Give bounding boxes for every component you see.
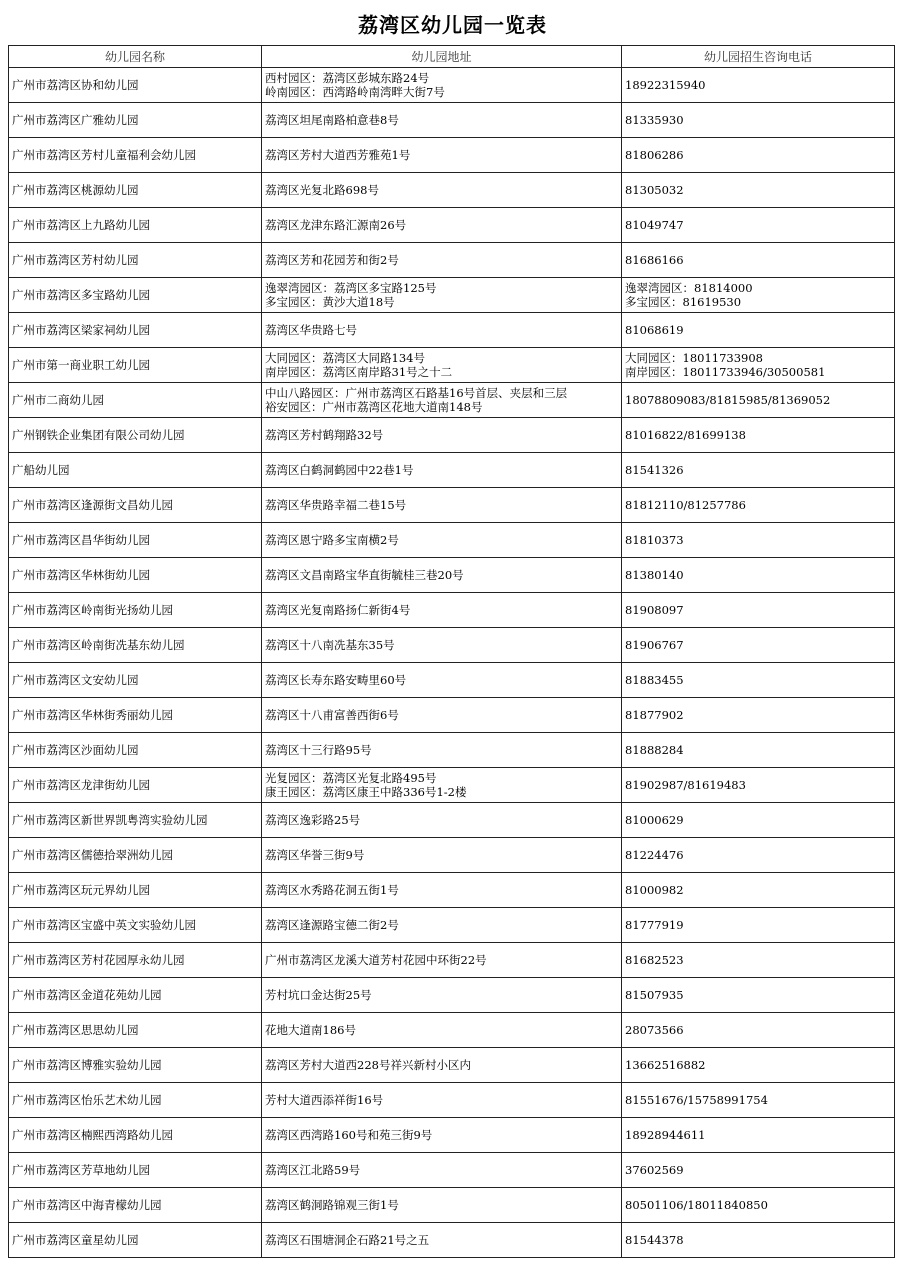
table-row xyxy=(9,838,895,873)
kindergarten-name: 广州市荔湾区广雅幼儿园 xyxy=(9,103,262,138)
kindergarten-address-line: 荔湾区水秀路花洞五街1号 xyxy=(265,883,399,897)
kindergarten-name: 广州市荔湾区新世界凯粤湾实验幼儿园 xyxy=(9,803,262,838)
kindergarten-address xyxy=(262,1013,622,1048)
kindergarten-address-line: 大同园区：荔湾区大同路134号 xyxy=(265,351,425,365)
kindergarten-name: 广船幼儿园 xyxy=(9,453,262,488)
kindergarten-phone xyxy=(622,103,895,138)
table-row xyxy=(9,1118,895,1153)
kindergarten-name: 广州市荔湾区上九路幼儿园 xyxy=(9,208,262,243)
kindergarten-address-line: 荔湾区十八甫富善西街6号 xyxy=(265,708,399,722)
kindergarten-phone-line: 81877902 xyxy=(625,708,684,722)
kindergarten-address xyxy=(262,943,622,978)
kindergarten-name: 广州市荔湾区楠熙西湾路幼儿园 xyxy=(9,1118,262,1153)
kindergarten-phone-line: 大同园区：18011733908 xyxy=(625,351,763,365)
kindergarten-address-line: 荔湾区白鹤洞鹤园中22巷1号 xyxy=(265,463,414,477)
kindergarten-name: 广州市荔湾区沙面幼儿园 xyxy=(9,733,262,768)
kindergarten-address-line: 荔湾区逸彩路25号 xyxy=(265,813,361,827)
kindergarten-phone-line: 81883455 xyxy=(625,673,684,687)
kindergarten-address-line: 花地大道南186号 xyxy=(265,1023,356,1037)
kindergarten-phone xyxy=(622,733,895,768)
kindergarten-address xyxy=(262,488,622,523)
kindergarten-phone-line: 81902987/81619483 xyxy=(625,778,746,792)
kindergarten-phone xyxy=(622,1118,895,1153)
header-name: 幼儿园名称 xyxy=(9,46,262,68)
kindergarten-address-line: 荔湾区坦尾南路柏意巷8号 xyxy=(265,113,399,127)
kindergarten-phone xyxy=(622,313,895,348)
kindergarten-address-line: 荔湾区芳村大道西芳雅苑1号 xyxy=(265,148,411,162)
kindergarten-name: 广州钢铁企业集团有限公司幼儿园 xyxy=(9,418,262,453)
kindergarten-name: 广州市荔湾区玩元界幼儿园 xyxy=(9,873,262,908)
table-row xyxy=(9,313,895,348)
kindergarten-address-line: 荔湾区芳村大道西228号祥兴新村小区内 xyxy=(265,1058,471,1072)
kindergarten-phone xyxy=(622,558,895,593)
kindergarten-address xyxy=(262,558,622,593)
kindergarten-phone xyxy=(622,383,895,418)
kindergarten-address xyxy=(262,1048,622,1083)
kindergarten-phone-line: 81541326 xyxy=(625,463,684,477)
kindergarten-address-line: 西村园区：荔湾区彭城东路24号 xyxy=(265,71,430,85)
kindergarten-address-line: 裕安园区：广州市荔湾区花地大道南148号 xyxy=(265,400,483,414)
kindergarten-phone-line: 81906767 xyxy=(625,638,684,652)
kindergarten-phone xyxy=(622,173,895,208)
table-row xyxy=(9,418,895,453)
kindergarten-address xyxy=(262,873,622,908)
kindergarten-address-line: 光复园区：荔湾区光复北路495号 xyxy=(265,771,437,785)
table-row xyxy=(9,523,895,558)
kindergarten-phone xyxy=(622,943,895,978)
kindergarten-address-line: 荔湾区西湾路160号和苑三街9号 xyxy=(265,1128,433,1142)
kindergarten-phone xyxy=(622,208,895,243)
kindergarten-name: 广州市第一商业职工幼儿园 xyxy=(9,348,262,383)
kindergarten-phone-line: 81380140 xyxy=(625,568,684,582)
table-row xyxy=(9,488,895,523)
kindergarten-address xyxy=(262,418,622,453)
kindergarten-name: 广州市荔湾区岭南街光扬幼儿园 xyxy=(9,593,262,628)
kindergarten-address-line: 广州市荔湾区龙溪大道芳村花园中环街22号 xyxy=(265,953,487,967)
kindergarten-name: 广州市荔湾区儒德拾翠洲幼儿园 xyxy=(9,838,262,873)
kindergarten-address-line: 荔湾区光复南路扬仁新街4号 xyxy=(265,603,411,617)
kindergarten-phone xyxy=(622,523,895,558)
kindergarten-address-line: 荔湾区文昌南路宝华直街毓桂三巷20号 xyxy=(265,568,464,582)
kindergarten-phone xyxy=(622,978,895,1013)
kindergarten-name: 广州市荔湾区逢源街文昌幼儿园 xyxy=(9,488,262,523)
table-row xyxy=(9,1188,895,1223)
kindergarten-phone-line: 18922315940 xyxy=(625,78,706,92)
kindergarten-phone xyxy=(622,908,895,943)
table-row xyxy=(9,628,895,663)
kindergarten-address xyxy=(262,838,622,873)
kindergarten-phone-line: 81806286 xyxy=(625,148,684,162)
table-row xyxy=(9,1223,895,1258)
kindergarten-address-line: 荔湾区逢源路宝德二街2号 xyxy=(265,918,399,932)
table-row xyxy=(9,453,895,488)
table-row xyxy=(9,68,895,103)
kindergarten-address-line: 荔湾区长寿东路安畴里60号 xyxy=(265,673,407,687)
table-header-row xyxy=(9,46,895,68)
kindergarten-phone-line: 81224476 xyxy=(625,848,684,862)
kindergarten-name: 广州市荔湾区梁家祠幼儿园 xyxy=(9,313,262,348)
kindergarten-address xyxy=(262,453,622,488)
table-body xyxy=(9,68,895,1258)
kindergarten-name: 广州市荔湾区协和幼儿园 xyxy=(9,68,262,103)
kindergarten-phone xyxy=(622,873,895,908)
kindergarten-address xyxy=(262,103,622,138)
kindergarten-address-line: 荔湾区华贵路幸福二巷15号 xyxy=(265,498,407,512)
kindergarten-name: 广州市荔湾区童星幼儿园 xyxy=(9,1223,262,1258)
kindergarten-phone xyxy=(622,453,895,488)
kindergarten-phone xyxy=(622,698,895,733)
kindergarten-phone-line: 81507935 xyxy=(625,988,684,1002)
kindergarten-phone xyxy=(622,488,895,523)
table-row xyxy=(9,103,895,138)
kindergarten-phone xyxy=(622,1188,895,1223)
kindergarten-address-line: 荔湾区十八南冼基东35号 xyxy=(265,638,395,652)
kindergarten-address xyxy=(262,348,622,383)
kindergarten-phone-line: 81016822/81699138 xyxy=(625,428,746,442)
kindergarten-address xyxy=(262,908,622,943)
kindergarten-phone-line: 81812110/81257786 xyxy=(625,498,746,512)
kindergarten-address-line: 荔湾区江北路59号 xyxy=(265,1163,361,1177)
kindergarten-phone-line: 逸翠湾园区：81814000 xyxy=(625,281,753,295)
kindergarten-phone-line: 81810373 xyxy=(625,533,684,547)
kindergarten-name: 广州市荔湾区芳草地幼儿园 xyxy=(9,1153,262,1188)
kindergarten-name: 广州市二商幼儿园 xyxy=(9,383,262,418)
kindergarten-phone-line: 13662516882 xyxy=(625,1058,706,1072)
kindergarten-name: 广州市荔湾区芳村儿童福利会幼儿园 xyxy=(9,138,262,173)
kindergarten-name: 广州市荔湾区桃源幼儿园 xyxy=(9,173,262,208)
kindergarten-phone xyxy=(622,138,895,173)
kindergarten-address-line: 荔湾区华誉三街9号 xyxy=(265,848,365,862)
table-row xyxy=(9,1083,895,1118)
kindergarten-phone-line: 81551676/15758991754 xyxy=(625,1093,768,1107)
kindergarten-name: 广州市荔湾区文安幼儿园 xyxy=(9,663,262,698)
kindergarten-phone-line: 81682523 xyxy=(625,953,684,967)
kindergarten-phone xyxy=(622,418,895,453)
kindergarten-address-line: 荔湾区鹤洞路锦观三街1号 xyxy=(265,1198,399,1212)
table-row xyxy=(9,663,895,698)
kindergarten-address-line: 荔湾区华贵路七号 xyxy=(265,323,357,337)
table-row xyxy=(9,383,895,418)
kindergarten-table xyxy=(8,45,895,1258)
kindergarten-phone-line: 南岸园区：18011733946/30500581 xyxy=(625,365,826,379)
kindergarten-name: 广州市荔湾区思思幼儿园 xyxy=(9,1013,262,1048)
kindergarten-address xyxy=(262,628,622,663)
kindergarten-phone-line: 81305032 xyxy=(625,183,684,197)
kindergarten-address xyxy=(262,1188,622,1223)
kindergarten-phone-line: 多宝园区：81619530 xyxy=(625,295,742,309)
kindergarten-phone xyxy=(622,1048,895,1083)
kindergarten-phone-line: 28073566 xyxy=(625,1023,684,1037)
kindergarten-address-line: 逸翠湾园区：荔湾区多宝路125号 xyxy=(265,281,437,295)
kindergarten-address-line: 荔湾区龙津东路汇源南26号 xyxy=(265,218,407,232)
kindergarten-address-line: 荔湾区光复北路698号 xyxy=(265,183,379,197)
table-row xyxy=(9,1013,895,1048)
kindergarten-address xyxy=(262,208,622,243)
table-row xyxy=(9,138,895,173)
kindergarten-address xyxy=(262,523,622,558)
kindergarten-address xyxy=(262,313,622,348)
kindergarten-name: 广州市荔湾区金道花苑幼儿园 xyxy=(9,978,262,1013)
table-row xyxy=(9,978,895,1013)
kindergarten-address-line: 荔湾区芳村鹤翔路32号 xyxy=(265,428,384,442)
kindergarten-phone xyxy=(622,243,895,278)
kindergarten-phone-line: 18928944611 xyxy=(625,1128,706,1142)
table-row xyxy=(9,243,895,278)
kindergarten-name: 广州市荔湾区芳村花园厚永幼儿园 xyxy=(9,943,262,978)
kindergarten-phone-line: 81068619 xyxy=(625,323,684,337)
kindergarten-name: 广州市荔湾区华林街幼儿园 xyxy=(9,558,262,593)
table-row xyxy=(9,733,895,768)
kindergarten-phone-line: 81908097 xyxy=(625,603,684,617)
kindergarten-address-line: 荔湾区恩宁路多宝南横2号 xyxy=(265,533,399,547)
header-phone: 幼儿园招生咨询电话 xyxy=(622,46,895,68)
kindergarten-phone xyxy=(622,278,895,313)
kindergarten-address xyxy=(262,68,622,103)
kindergarten-phone-line: 37602569 xyxy=(625,1163,684,1177)
header-address: 幼儿园地址 xyxy=(262,46,622,68)
kindergarten-phone xyxy=(622,348,895,383)
kindergarten-name: 广州市荔湾区怡乐艺术幼儿园 xyxy=(9,1083,262,1118)
table-row xyxy=(9,873,895,908)
table-row xyxy=(9,278,895,313)
kindergarten-address-line: 荔湾区石围塘洞企石路21号之五 xyxy=(265,1233,430,1247)
table-row xyxy=(9,208,895,243)
table-row xyxy=(9,803,895,838)
kindergarten-name: 广州市荔湾区宝盛中英文实验幼儿园 xyxy=(9,908,262,943)
kindergarten-phone-line: 81335930 xyxy=(625,113,684,127)
kindergarten-address xyxy=(262,768,622,803)
kindergarten-phone xyxy=(622,593,895,628)
kindergarten-address xyxy=(262,1118,622,1153)
kindergarten-phone-line: 81686166 xyxy=(625,253,684,267)
kindergarten-address-line: 芳村坑口金达街25号 xyxy=(265,988,372,1002)
kindergarten-address-line: 荔湾区芳和花园芳和街2号 xyxy=(265,253,399,267)
kindergarten-address xyxy=(262,243,622,278)
kindergarten-address-line: 多宝园区：黄沙大道18号 xyxy=(265,295,395,309)
table-row xyxy=(9,943,895,978)
kindergarten-phone xyxy=(622,1083,895,1118)
kindergarten-address xyxy=(262,593,622,628)
kindergarten-address xyxy=(262,663,622,698)
kindergarten-address xyxy=(262,698,622,733)
kindergarten-name: 广州市荔湾区中海青檬幼儿园 xyxy=(9,1188,262,1223)
kindergarten-phone xyxy=(622,838,895,873)
table-row xyxy=(9,348,895,383)
kindergarten-address xyxy=(262,978,622,1013)
kindergarten-phone xyxy=(622,1013,895,1048)
table-row xyxy=(9,698,895,733)
kindergarten-phone-line: 81777919 xyxy=(625,918,684,932)
kindergarten-phone-line: 18078809083/81815985/81369052 xyxy=(625,393,831,407)
table-row xyxy=(9,593,895,628)
kindergarten-address xyxy=(262,1153,622,1188)
kindergarten-name: 广州市荔湾区岭南街冼基东幼儿园 xyxy=(9,628,262,663)
kindergarten-address xyxy=(262,803,622,838)
kindergarten-phone xyxy=(622,628,895,663)
kindergarten-address-line: 荔湾区十三行路95号 xyxy=(265,743,372,757)
table-row xyxy=(9,908,895,943)
kindergarten-address xyxy=(262,1083,622,1118)
table-row xyxy=(9,1153,895,1188)
kindergarten-name: 广州市荔湾区华林街秀丽幼儿园 xyxy=(9,698,262,733)
kindergarten-phone-line: 81000629 xyxy=(625,813,684,827)
kindergarten-phone-line: 81049747 xyxy=(625,218,684,232)
kindergarten-phone xyxy=(622,768,895,803)
kindergarten-phone-line: 81000982 xyxy=(625,883,684,897)
kindergarten-phone xyxy=(622,68,895,103)
kindergarten-address xyxy=(262,383,622,418)
table-row xyxy=(9,1048,895,1083)
kindergarten-address-line: 岭南园区：西湾路岭南湾畔大街7号 xyxy=(265,85,445,99)
kindergarten-phone xyxy=(622,803,895,838)
kindergarten-address xyxy=(262,173,622,208)
kindergarten-name: 广州市荔湾区龙津街幼儿园 xyxy=(9,768,262,803)
kindergarten-name: 广州市荔湾区芳村幼儿园 xyxy=(9,243,262,278)
table-row xyxy=(9,558,895,593)
kindergarten-phone-line: 81888284 xyxy=(625,743,684,757)
kindergarten-address xyxy=(262,138,622,173)
kindergarten-address xyxy=(262,733,622,768)
table-row xyxy=(9,768,895,803)
kindergarten-address xyxy=(262,278,622,313)
table-row xyxy=(9,173,895,208)
kindergarten-address-line: 芳村大道西添祥街16号 xyxy=(265,1093,384,1107)
kindergarten-phone xyxy=(622,1223,895,1258)
kindergarten-phone-line: 80501106/18011840850 xyxy=(625,1198,768,1212)
kindergarten-name: 广州市荔湾区昌华街幼儿园 xyxy=(9,523,262,558)
kindergarten-address-line: 康王园区：荔湾区康王中路336号1-2楼 xyxy=(265,785,467,799)
kindergarten-address xyxy=(262,1223,622,1258)
kindergarten-name: 广州市荔湾区博雅实验幼儿园 xyxy=(9,1048,262,1083)
kindergarten-address-line: 南岸园区：荔湾区南岸路31号之十二 xyxy=(265,365,453,379)
kindergarten-name: 广州市荔湾区多宝路幼儿园 xyxy=(9,278,262,313)
kindergarten-phone-line: 81544378 xyxy=(625,1233,684,1247)
page-title: 荔湾区幼儿园一览表 xyxy=(358,13,547,37)
kindergarten-phone xyxy=(622,663,895,698)
kindergarten-address-line: 中山八路园区：广州市荔湾区石路基16号首层、夹层和三层 xyxy=(265,386,568,400)
kindergarten-phone xyxy=(622,1153,895,1188)
